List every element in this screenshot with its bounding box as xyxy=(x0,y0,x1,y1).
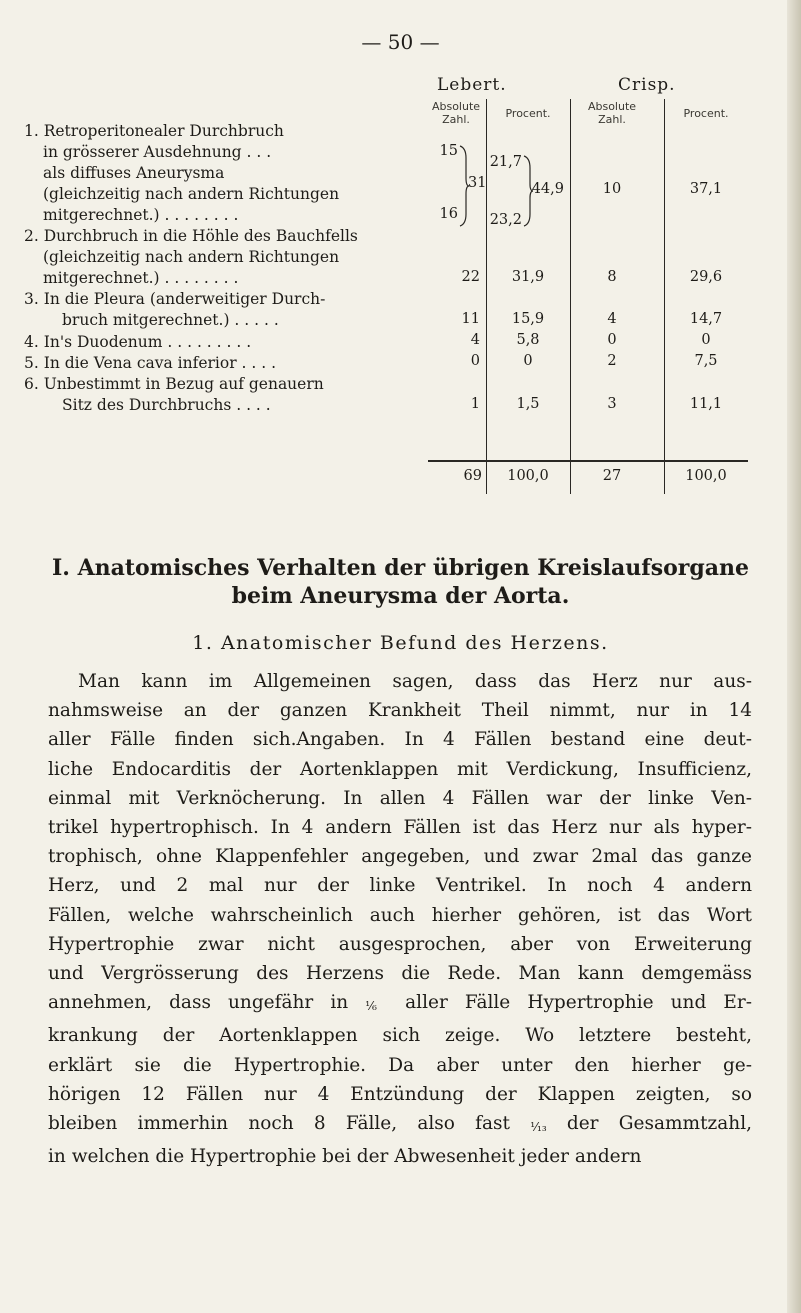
row-1-sub-a: 15 xyxy=(439,143,458,159)
col-header-absolute-lebert xyxy=(428,100,484,126)
row-6-crisp-abs: 3 xyxy=(607,396,617,412)
row-5-pct: 0 xyxy=(523,353,533,369)
paragraph-line: nahmsweise an der ganzen Krankheit Theil nimmt, nur in 14 xyxy=(48,700,752,722)
row-line: Sitz des Durchbruchs . . . . xyxy=(62,396,271,414)
rule-v2 xyxy=(570,99,571,494)
paragraph-fragment: annehmen, dass ungefähr in xyxy=(48,992,349,1014)
row-line: mitgerechnet.) . . . . . . . . xyxy=(43,269,239,287)
fraction-one-sixth: ⅙ xyxy=(365,999,389,1014)
row-1-crisp-abs: 10 xyxy=(602,181,622,197)
total-crisp-abs: 27 xyxy=(602,468,622,484)
row-line: als diffuses Aneurysma xyxy=(43,164,225,182)
row-4-pct: 5,8 xyxy=(516,332,540,348)
row-1-label xyxy=(24,121,339,226)
page-number: — 50 — xyxy=(361,30,440,54)
paragraph-line: Herz, und 2 mal nur der linke Ventrikel. In noch 4 andern xyxy=(48,875,752,897)
row-5-crisp-abs: 2 xyxy=(607,353,617,369)
row-6-crisp-pct: 11,1 xyxy=(689,396,723,412)
row-5-crisp-pct: 7,5 xyxy=(694,353,718,369)
row-1-crisp-pct: 37,1 xyxy=(689,181,723,197)
author-crisp: Crisp. xyxy=(618,75,676,95)
paragraph-line: trophisch, ohne Klappenfehler angegeben, und zwar 2mal das ganze xyxy=(48,846,752,868)
paragraph-line xyxy=(48,1109,752,1142)
totals-rule xyxy=(428,460,748,462)
row-1-sub-pa: 21,7 xyxy=(489,154,522,170)
row-line: 3. In die Pleura (anderweitiger Durch- xyxy=(24,290,326,308)
paragraph-line: Fällen, welche wahrscheinlich auch hierher gehören, ist das Wort xyxy=(48,904,752,926)
paragraph-line: Man kann im Allgemeinen sagen, dass das Herz nur aus- xyxy=(78,671,752,692)
total-pct: 100,0 xyxy=(507,468,549,484)
row-4-crisp-pct: 0 xyxy=(701,332,711,348)
row-1-group-pct: 44,9 xyxy=(531,181,564,197)
author-lebert: Lebert. xyxy=(437,75,507,95)
row-4-label: 4. In's Duodenum . . . . . . . . . xyxy=(24,333,252,351)
row-5-abs: 0 xyxy=(470,353,480,369)
row-line: mitgerechnet.) . . . . . . . . xyxy=(43,206,239,224)
paragraph-line: in welchen die Hypertrophie bei der Abwesenheit jeder andern xyxy=(48,1146,642,1168)
page-edge xyxy=(787,0,801,1313)
row-3-pct: 15,9 xyxy=(511,311,545,327)
paragraph-line: erklärt sie die Hypertrophie. Da aber unter den hierher ge- xyxy=(48,1054,752,1076)
row-6-pct: 1,5 xyxy=(516,396,540,412)
paragraph-line: trikel hypertrophisch. In 4 andern Fällen ist das Herz nur als hyper- xyxy=(48,817,752,839)
paragraph-line: und Vergrösserung des Herzens die Rede. Man kann demgemäss xyxy=(48,963,752,985)
row-3-crisp-pct: 14,7 xyxy=(689,311,723,327)
row-3-abs: 11 xyxy=(461,311,480,327)
row-line: 2. Durchbruch in die Höhle des Bauchfells xyxy=(24,227,358,245)
row-3-label xyxy=(24,289,325,331)
row-line: bruch mitgerechnet.) . . . . . xyxy=(62,311,279,329)
row-line: (gleichzeitig nach andern Richtungen xyxy=(43,248,340,266)
row-1-sub-pb: 23,2 xyxy=(489,212,522,228)
heading-line: I. Anatomisches Verhalten der übrigen Kreislaufsorgane xyxy=(51,555,750,581)
total-abs: 69 xyxy=(463,468,482,484)
row-1-group-abs: 31 xyxy=(468,175,487,191)
col-header-procent-lebert: Procent. xyxy=(505,107,551,120)
col-header-absolute-crisp xyxy=(574,100,650,126)
heading-line: beim Aneurysma der Aorta. xyxy=(231,583,570,609)
paragraph-line: hörigen 12 Fällen nur 4 Entzündung der Klappen zeigten, so xyxy=(48,1083,752,1105)
row-2-crisp-abs: 8 xyxy=(607,269,617,285)
row-line: 6. Unbestimmt in Bezug auf genauern xyxy=(24,375,324,393)
paragraph-fragment: aller Fälle Hypertrophie und Er- xyxy=(405,992,752,1014)
rule-v1 xyxy=(486,99,487,494)
row-line: in grösserer Ausdehnung . . . xyxy=(43,143,272,161)
row-4-abs: 4 xyxy=(470,332,480,348)
col-header-line: Absolute xyxy=(431,100,481,113)
col-header-line: Zahl. xyxy=(442,113,470,126)
row-4-crisp-abs: 0 xyxy=(607,332,617,348)
row-5-label: 5. In die Vena cava inferior . . . . xyxy=(24,354,277,372)
col-header-procent-crisp: Procent. xyxy=(683,107,729,120)
paragraph-line: aller Fälle finden sich.Angaben. In 4 Fällen bestand eine deut- xyxy=(48,729,752,751)
row-1-sub-b: 16 xyxy=(439,206,458,222)
row-6-abs: 1 xyxy=(470,396,480,412)
row-6-label xyxy=(24,374,324,416)
body-paragraph xyxy=(48,667,752,1171)
total-crisp-pct: 100,0 xyxy=(685,468,727,484)
paragraph-line: Hypertrophie zwar nicht ausgesprochen, aber von Erweiterung xyxy=(48,933,752,955)
row-2-abs: 22 xyxy=(461,269,480,285)
paragraph-line xyxy=(48,988,752,1021)
paragraph-line: krankung der Aortenklappen sich zeige. Wo letztere besteht, xyxy=(48,1025,752,1047)
paragraph-fragment: der Gesammtzahl, xyxy=(566,1113,752,1135)
col-header-line: Absolute xyxy=(587,100,637,113)
row-line: 1. Retroperitonealer Durchbruch xyxy=(24,122,284,140)
row-2-label xyxy=(24,226,358,289)
row-line: (gleichzeitig nach andern Richtungen xyxy=(43,185,340,203)
paragraph-line: liche Endocarditis der Aortenklappen mit Verdickung, Insufficienz, xyxy=(48,758,752,780)
row-2-crisp-pct: 29,6 xyxy=(689,269,723,285)
rule-v3 xyxy=(664,99,665,494)
section-heading xyxy=(0,554,801,610)
fraction-one-thirteenth: ¹⁄₁₃ xyxy=(530,1120,547,1135)
row-3-crisp-abs: 4 xyxy=(607,311,617,327)
col-header-line: Zahl. xyxy=(598,113,626,126)
row-2-pct: 31,9 xyxy=(511,269,545,285)
paragraph-fragment: bleiben immerhin noch 8 Fälle, also fast xyxy=(48,1113,510,1135)
subsection-heading: 1. Anatomischer Befund des Herzens. xyxy=(192,632,609,654)
paragraph-line: einmal mit Verknöcherung. In allen 4 Fällen war der linke Ven- xyxy=(48,787,752,809)
